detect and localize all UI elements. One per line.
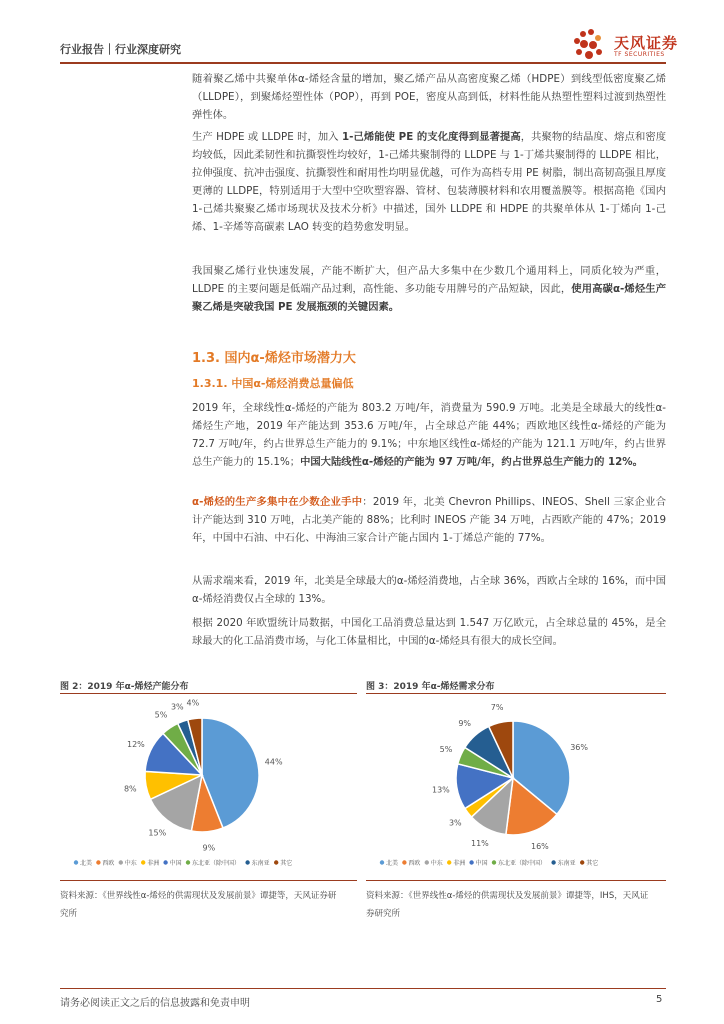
- paragraph-2-c: ，共聚物的结晶度、熔点和密度均较低，因此柔韧性和抗撕裂性均较好，1-己烯共聚制得的 LLDPE 与 1-丁烯共聚制得的 LLDPE 相比，拉伸强度、抗冲击强度、抗撕裂性和耐用性均明显优越，可作为高档专用 PE 树脂，制出高韧高强且厚度更薄的 LLDPE，特别适用于大型中空吹塑容器、管材、包装薄膜材料和农用覆盖膜等。根据高艳《国内 1-己烯共聚聚乙烯市场现状及技术分析》中描述，国外 LLDPE 和 HDPE 的共聚单体从 1-丁烯向 1-己烯、1-辛烯等高碳素 LAO 转变的趋势愈发明显。: [192, 131, 666, 233]
- legend-marker-2: [119, 860, 123, 864]
- paragraph-4: [192, 399, 666, 471]
- footer-divider: [60, 988, 666, 989]
- demand-pie-chart: [366, 697, 666, 877]
- paragraph-5-highlight: α-烯烃的生产多集中在少数企业手中: [192, 496, 363, 508]
- legend-marker-3: [447, 860, 451, 864]
- paragraph-6: 从需求端来看，2019 年，北美是全球最大的α-烯烃消费地，占全球 36%，西欧占全球的 16%，而中国α-烯烃消费仅占全球的 13%。: [192, 575, 666, 605]
- legend-label-6: 东南亚: [557, 860, 576, 867]
- figure-3-top-rule: [366, 693, 666, 694]
- legend-label-2: 中东: [430, 860, 443, 867]
- legend-marker-1: [96, 860, 100, 864]
- legend-label-3: 非洲: [147, 860, 160, 867]
- slice-label-0: 44%: [264, 757, 283, 767]
- legend-label-5: 东北亚（除中国）: [192, 860, 241, 867]
- slice-label-7: 7%: [490, 702, 504, 712]
- legend-label-6: 东南亚: [251, 860, 270, 867]
- slice-label-0: 36%: [570, 742, 588, 752]
- paragraph-5: [192, 493, 666, 547]
- header-section-label: 行业报告｜行业深度研究: [60, 43, 181, 56]
- legend-marker-3: [141, 860, 145, 864]
- legend-label-7: 其它: [280, 860, 293, 867]
- legend-marker-1: [402, 860, 406, 864]
- legend-label-7: 其它: [586, 860, 599, 867]
- legend-marker-0: [74, 860, 78, 864]
- page-number: 5: [656, 994, 663, 1005]
- legend-marker-0: [380, 860, 384, 864]
- legend-marker-6: [245, 860, 249, 864]
- footer-disclaimer: 请务必阅读正文之后的信息披露和免责申明: [60, 998, 250, 1009]
- legend-label-2: 中东: [124, 860, 137, 867]
- figure-2-source: 资料来源：《世界线性α-烯烃的供需现状及发展前景》谭捷等，天风证券研究所: [60, 891, 337, 919]
- paragraph-7: 根据 2020 年欧盟统计局数据，中国化工品消费总量达到 1.547 万亿欧元，占全球总量的 45%，是全球最大的化工品消费市场，与化工体量相比，中国的α-烯烃具有很大的成长空间。: [192, 617, 666, 647]
- legend-marker-2: [425, 860, 429, 864]
- slice-label-4: 12%: [127, 739, 145, 749]
- paragraph-2-bold: 1-己烯能使 PE 的支化度得到显著提高: [341, 131, 521, 143]
- legend-marker-4: [469, 860, 473, 864]
- slice-label-5: 5%: [439, 745, 453, 754]
- legend-label-0: 北美: [386, 860, 399, 867]
- slice-label-7: 4%: [186, 698, 200, 708]
- legend-label-4: 中国: [169, 860, 182, 867]
- paragraph-4-a: 2019 年，全球线性α-烯烃的产能为 803.2 万吨/年，消费量为 590.9 万吨。北美是全球最大的线性α-烯烃生产地，2019 年产能达到 353.6 万吨/年，占全球总产能 44%；西欧地区线性α-烯烃的产能为 72.7 万吨/年，约占世界总生产能力的 9.1%；中东地区线性α-烯烃的产能为 121.1 万吨/年，约占世界总生产能力的 15.1%；: [192, 402, 666, 468]
- legend-label-1: 西欧: [408, 860, 421, 867]
- figure-2-title: 图 2：2019 年α-烯烃产能分布: [60, 682, 189, 692]
- figure-2-bottom-rule: [60, 880, 357, 881]
- paragraph-1: 随着聚乙烯中共聚单体α-烯烃含量的增加，聚乙烯产品从高密度聚乙烯（HDPE）到线型低密度聚乙烯（LLDPE），到聚烯烃塑性体（POP），再到 POE，密度从高到低，材料性能从热塑性塑料过渡到热塑性弹性体。: [192, 73, 666, 121]
- legend-label-0: 北美: [80, 860, 93, 867]
- paragraph-2: [192, 128, 666, 236]
- logo-name: 天风证券: [614, 34, 679, 52]
- slice-label-4: 13%: [432, 785, 450, 795]
- paragraph-3-a: 我国聚乙烯行业快速发展，产能不断扩大，但产品大多集中在少数几个通用料上，同质化较为严重，LLDPE 的主要问题是低端产品过剩，高性能、多功能专用牌号的产品短缺，因此，: [192, 265, 666, 295]
- slice-label-1: 9%: [202, 843, 216, 853]
- legend-marker-7: [580, 860, 584, 864]
- paragraph-2-a: 生产 HDPE 或 LLDPE 时，加入: [192, 131, 342, 143]
- header-divider: [60, 62, 666, 64]
- figure-2-top-rule: [60, 693, 357, 694]
- figure-3-title: 图 3：2019 年α-烯烃需求分布: [366, 682, 495, 692]
- slice-label-5: 5%: [154, 710, 168, 720]
- legend-label-3: 非洲: [453, 860, 466, 867]
- paragraph-3: [192, 262, 666, 316]
- legend-label-4: 中国: [475, 860, 488, 867]
- capacity-pie-chart: [60, 697, 357, 877]
- section-heading: 1.3. 国内α-烯烃市场潜力大: [192, 351, 356, 366]
- legend-marker-5: [492, 860, 496, 864]
- paragraph-4-bold: 中国大陆线性α-烯烃的产能为 97 万吨/年，约占世界总生产能力的 12%。: [300, 456, 643, 468]
- logo-subtitle: TF SECURITIES: [614, 51, 665, 58]
- subsection-heading: 1.3.1. 中国α-烯烃消费总量偏低: [192, 377, 354, 390]
- legend-marker-6: [551, 860, 555, 864]
- legend-label-5: 东北亚（除中国）: [498, 860, 547, 867]
- figure-3-bottom-rule: [366, 880, 666, 881]
- figure-3-source: 资料来源：《世界线性α-烯烃的供需现状及发展前景》谭捷等，IHS，天风证券研究所: [366, 891, 649, 919]
- legend-label-1: 西欧: [102, 860, 115, 867]
- legend-marker-7: [274, 860, 278, 864]
- legend-marker-5: [186, 860, 190, 864]
- paragraph-5-b: ：2019 年，北美 Chevron Phillips、INEOS、Shell 三家企业合计产能达到 310 万吨，占北美产能的 88%；比利时 INEOS 产能 34 万吨，占西欧产能的 47%；2019 年，中国中石油、中石化、中海油三家合计产能占国内 1-丁烯总产能的 77%。: [192, 496, 666, 544]
- slice-label-2: 15%: [148, 828, 167, 838]
- paragraph-3-bold: 使用高碳α-烯烃生产聚乙烯是突破我国 PE 发展瓶颈的关键因素。: [192, 283, 666, 313]
- slice-label-6: 3%: [170, 702, 184, 712]
- legend-marker-4: [163, 860, 167, 864]
- slice-label-1: 16%: [531, 841, 549, 851]
- slice-label-3: 8%: [123, 784, 137, 794]
- slice-label-3: 3%: [448, 818, 462, 828]
- slice-label-2: 11%: [471, 839, 489, 848]
- slice-label-6: 9%: [458, 719, 472, 729]
